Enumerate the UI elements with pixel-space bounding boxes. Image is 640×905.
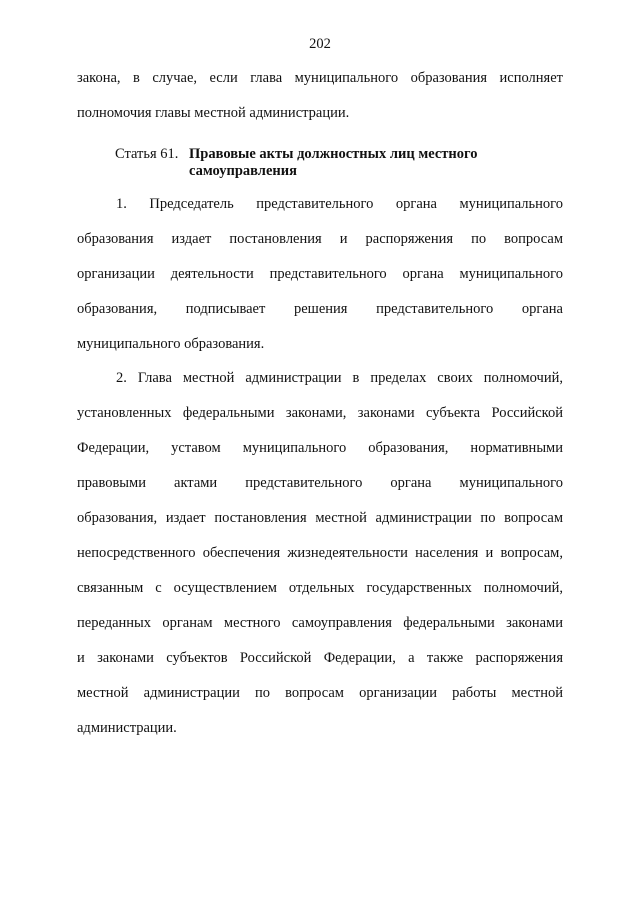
- paragraph-line: переданных органам местного самоуправления федеральными законами: [77, 615, 563, 631]
- paragraph-line: непосредственного обеспечения жизнедеятельности населения и вопросам,: [77, 545, 563, 561]
- paragraph-line: образования, издает постановления местной администрации по вопросам: [77, 510, 563, 526]
- paragraph-line: образования издает постановления и распоряжения по вопросам: [77, 231, 563, 247]
- paragraph-line: 2. Глава местной администрации в пределах своих полномочий,: [116, 370, 563, 386]
- page-number: 202: [309, 36, 331, 52]
- intro-text: [77, 66, 563, 136]
- paragraph-line: Федерации, уставом муниципального образования, нормативными: [77, 440, 563, 456]
- article-title-line: самоуправления: [189, 163, 297, 179]
- paragraph-line: администрации.: [77, 720, 177, 736]
- paragraph-line: и законами субъектов Российской Федерации, а также распоряжения: [77, 650, 563, 666]
- intro-line: закона, в случае, если глава муниципального образования исполняет: [77, 70, 563, 86]
- paragraph-line: муниципального образования.: [77, 336, 265, 352]
- paragraph-line: образования, подписывает решения представительного органа: [77, 301, 563, 317]
- paragraph-line: связанным с осуществлением отдельных государственных полномочий,: [77, 580, 563, 596]
- article-title: [189, 146, 477, 180]
- paragraph-2: [77, 366, 563, 751]
- intro-line: полномочия главы местной администрации.: [77, 105, 350, 121]
- article-label: Статья 61.: [115, 146, 179, 162]
- article-title-line: Правовые акты должностных лиц местного: [189, 146, 478, 162]
- article-heading: [115, 146, 477, 180]
- paragraph-line: 1. Председатель представительного органа муниципального: [116, 196, 563, 212]
- paragraph-1: [77, 192, 563, 367]
- paragraph-line: организации деятельности представительного органа муниципального: [77, 266, 563, 282]
- paragraph-line: установленных федеральными законами, законами субъекта Российской: [77, 405, 563, 421]
- paragraph-line: местной администрации по вопросам организации работы местной: [77, 685, 563, 701]
- paragraph-line: правовыми актами представительного органа муниципального: [77, 475, 563, 491]
